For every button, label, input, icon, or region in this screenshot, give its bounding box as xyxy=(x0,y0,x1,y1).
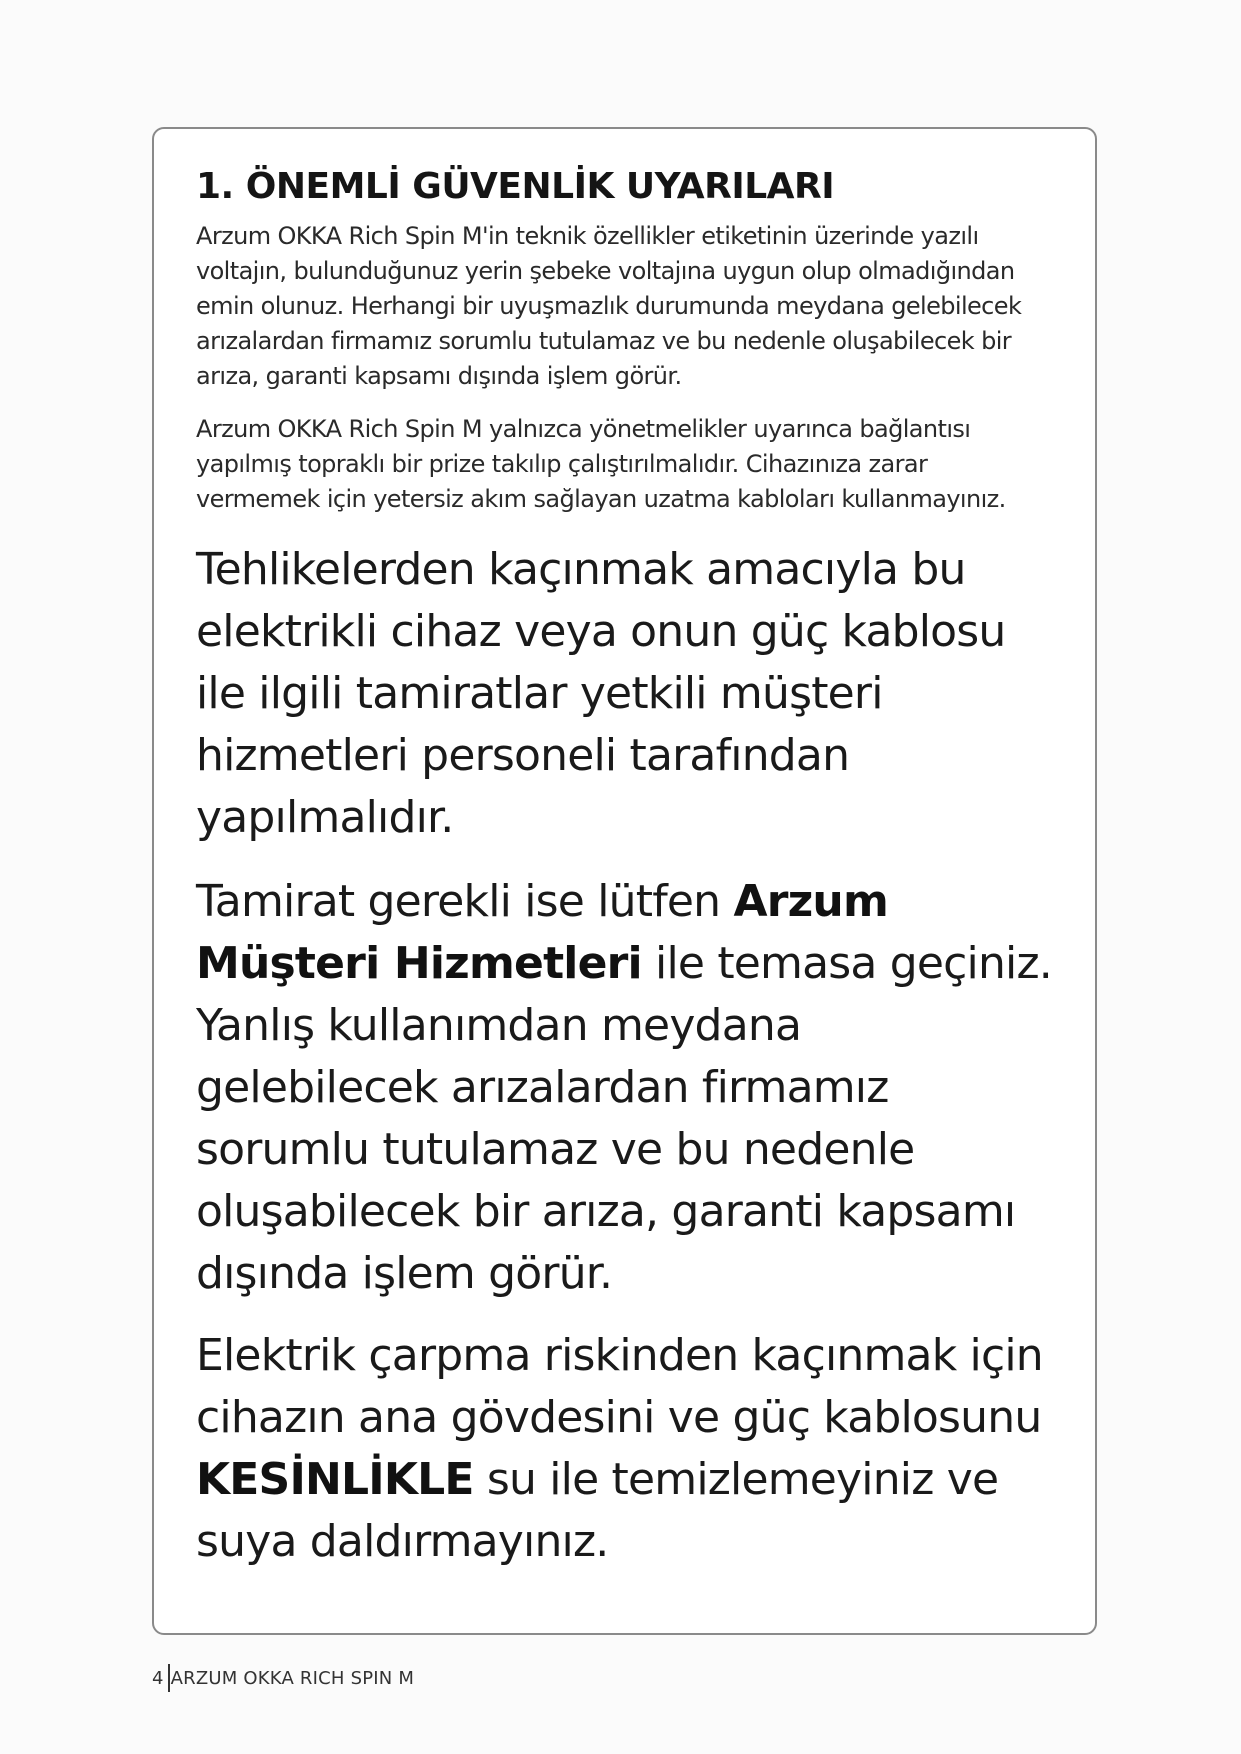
water-warning-paragraph xyxy=(196,1325,1055,1573)
footer-divider xyxy=(168,1664,170,1692)
water-warning-emphasis: KESİNLİKLE xyxy=(196,1454,474,1505)
customer-service-text-after: ile temasa geçiniz. Yanlış kullanımdan meydana gelebilecek arızalardan firmamız sorumlu tutulamaz ve bu nedenle oluşabilecek bir arıza, garanti kapsamı dışında işlem görür. xyxy=(196,938,1052,1299)
grounding-warning-paragraph: Arzum OKKA Rich Spin M yalnızca yönetmelikler uyarınca bağlantısı yapılmış topraklı bir prize takılıp çalıştırılmalıdır. Cihazınıza zarar vermemek için yetersiz akım sağlayan uzatma kabloları kullanmayınız. xyxy=(196,415,1006,513)
page-number: 4 xyxy=(152,1668,164,1689)
water-warning-text-before: Elektrik çarpma riskinden kaçınmak için cihazın ana gövdesini ve güç kablosunu xyxy=(196,1330,1043,1443)
footer-product-name: ARZUM OKKA RICH SPIN M xyxy=(170,1668,415,1689)
voltage-warning-paragraph: Arzum OKKA Rich Spin M'in teknik özellikler etiketinin üzerinde yazılı voltajın, bulunduğunuz yerin şebeke voltajına uygun olup olmadığından emin olunuz. Herhangi bir uyuşmazlık durumunda meydana gelebilecek arızalardan firmamız sorumlu tutulamaz ve bu nedenle oluşabilecek bir arıza, garanti kapsamı dışında işlem görür. xyxy=(196,222,1022,390)
customer-service-text-before: Tamirat gerekli ise lütfen xyxy=(196,876,734,927)
section-title: 1. ÖNEMLİ GÜVENLİK UYARILARI xyxy=(196,166,835,207)
safety-warnings-panel xyxy=(152,127,1097,1635)
water-warning-text-after: su ile temizlemeyiniz ve suya daldırmayınız. xyxy=(196,1454,999,1567)
repair-warning-paragraph: Tehlikelerden kaçınmak amacıyla bu elektrikli cihaz veya onun güç kablosu ile ilgili tamiratlar yetkili müşteri hizmetleri personeli tarafından yapılmalıdır. xyxy=(196,544,1006,843)
panel-content xyxy=(196,165,1055,1573)
page-footer xyxy=(152,1664,414,1692)
customer-service-emphasis: Arzum Müşteri Hizmetleri xyxy=(196,876,888,989)
customer-service-paragraph xyxy=(196,871,1055,1305)
